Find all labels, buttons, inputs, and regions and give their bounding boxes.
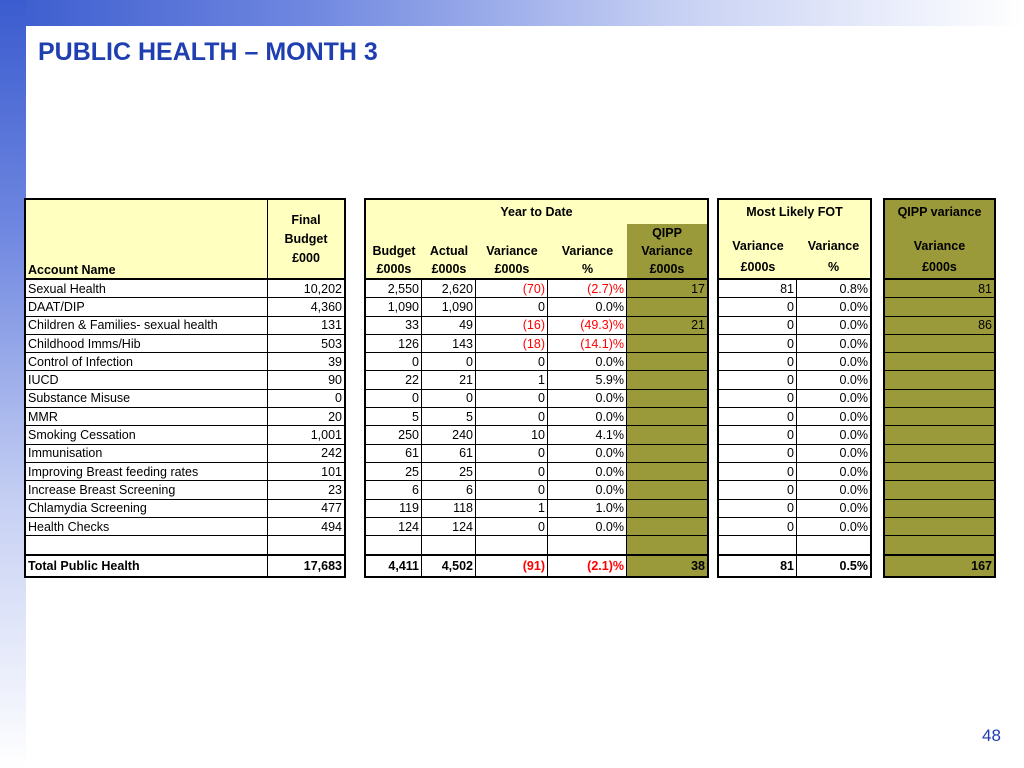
column-gap (709, 517, 717, 535)
account-name-cell: Sexual Health (24, 278, 268, 297)
column-gap (709, 352, 717, 370)
fot-variance-header (717, 224, 797, 278)
final-budget-cell: 503 (268, 334, 346, 352)
header-line: £000s (376, 262, 412, 276)
account-name-cell: Increase Breast Screening (24, 480, 268, 498)
table-row (24, 462, 996, 480)
header-line: Variance (807, 239, 860, 253)
column-gap (346, 316, 364, 334)
qipp-variance-cell: 81 (883, 278, 996, 297)
qipp-variance-cell (883, 297, 996, 315)
ytd-actual-cell: 240 (422, 425, 476, 443)
column-gap (872, 278, 883, 297)
ytd-variance-cell: 0 (476, 389, 548, 407)
final-budget-cell: 131 (268, 316, 346, 334)
table-row (24, 425, 996, 443)
ytd-actual-cell: 118 (422, 499, 476, 517)
ytd-variance-cell: 0 (476, 462, 548, 480)
table-row (24, 480, 996, 498)
column-gap (346, 352, 364, 370)
empty-cell (883, 535, 996, 554)
account-name-cell: Control of Infection (24, 352, 268, 370)
account-name-cell: Childhood Imms/Hib (24, 334, 268, 352)
header-line: % (581, 262, 594, 276)
header-line: Variance (561, 244, 614, 258)
fot-variance-pct-cell: 0.0% (797, 444, 872, 462)
ytd-actual-cell: 6 (422, 480, 476, 498)
fot-variance-cell: 81 (717, 554, 797, 578)
fot-variance-pct-header (797, 224, 872, 278)
ytd-variance-pct-cell: 0.0% (548, 444, 627, 462)
table-row (24, 352, 996, 370)
account-name-cell: Smoking Cessation (24, 425, 268, 443)
column-gap (872, 316, 883, 334)
final-budget-cell: 242 (268, 444, 346, 462)
column-gap (346, 278, 364, 297)
table-row (24, 370, 996, 388)
ytd-variance-pct-header (548, 224, 627, 278)
ytd-qipp-cell (627, 389, 709, 407)
ytd-budget-cell: 5 (364, 407, 422, 425)
table-row (24, 334, 996, 352)
ytd-variance-cell: 0 (476, 352, 548, 370)
final-budget-cell: 477 (268, 499, 346, 517)
column-gap (709, 480, 717, 498)
final-budget-cell: 10,202 (268, 278, 346, 297)
column-gap (872, 407, 883, 425)
fot-variance-cell: 0 (717, 480, 797, 498)
header-line: £000s (740, 260, 776, 274)
qipp-variance-cell (883, 407, 996, 425)
empty-cell (268, 535, 346, 554)
column-gap (709, 499, 717, 517)
empty-cell (797, 535, 872, 554)
fot-variance-pct-cell: 0.0% (797, 334, 872, 352)
column-gap (709, 425, 717, 443)
ytd-qipp-cell (627, 407, 709, 425)
empty-cell (24, 535, 268, 554)
header-line: % (827, 260, 840, 274)
fot-variance-pct-cell: 0.0% (797, 370, 872, 388)
fot-variance-pct-cell: 0.8% (797, 278, 872, 297)
account-name-cell: Total Public Health (24, 554, 268, 578)
column-gap (709, 444, 717, 462)
header-line: £000s (649, 262, 685, 276)
ytd-qipp-cell: 21 (627, 316, 709, 334)
ytd-budget-cell: 6 (364, 480, 422, 498)
qipp-group-header: QIPP variance (883, 198, 996, 224)
ytd-actual-cell: 2,620 (422, 278, 476, 297)
final-budget-cell: 23 (268, 480, 346, 498)
ytd-actual-cell: 5 (422, 407, 476, 425)
table-row (24, 444, 996, 462)
ytd-actual-cell: 1,090 (422, 297, 476, 315)
final-budget-cell: 90 (268, 370, 346, 388)
table-row (24, 389, 996, 407)
column-gap (709, 389, 717, 407)
total-row (24, 554, 996, 578)
fot-variance-cell: 0 (717, 316, 797, 334)
column-gap (346, 370, 364, 388)
fot-variance-pct-cell: 0.0% (797, 407, 872, 425)
header-line: Variance (732, 239, 784, 253)
ytd-budget-cell: 250 (364, 425, 422, 443)
ytd-actual-cell: 61 (422, 444, 476, 462)
final-budget-cell: 4,360 (268, 297, 346, 315)
ytd-actual-cell: 124 (422, 517, 476, 535)
ytd-actual-cell: 0 (422, 352, 476, 370)
fot-variance-cell: 0 (717, 352, 797, 370)
column-gap (872, 480, 883, 498)
fot-variance-cell: 0 (717, 407, 797, 425)
ytd-variance-pct-cell: 4.1% (548, 425, 627, 443)
column-gap (346, 444, 364, 462)
ytd-variance-pct-cell: (2.1)% (548, 554, 627, 578)
qipp-variance-cell (883, 462, 996, 480)
column-gap (872, 499, 883, 517)
column-gap (709, 334, 717, 352)
fot-variance-cell: 81 (717, 278, 797, 297)
column-gap (346, 425, 364, 443)
fot-variance-pct-cell: 0.0% (797, 462, 872, 480)
fot-variance-pct-cell: 0.0% (797, 499, 872, 517)
ytd-qipp-cell (627, 444, 709, 462)
column-gap (709, 316, 717, 334)
ytd-budget-cell: 22 (364, 370, 422, 388)
ytd-variance-pct-cell: 5.9% (548, 370, 627, 388)
header-line: £000s (494, 262, 530, 276)
column-gap (346, 480, 364, 498)
column-gap (346, 554, 364, 578)
account-name-cell: Children & Families- sexual health (24, 316, 268, 334)
ytd-variance-cell: (70) (476, 278, 548, 297)
ytd-variance-cell: 0 (476, 480, 548, 498)
qipp-variance-cell (883, 499, 996, 517)
fot-variance-pct-cell: 0.0% (797, 352, 872, 370)
fot-variance-pct-cell: 0.0% (797, 389, 872, 407)
ytd-variance-pct-cell: 0.0% (548, 352, 627, 370)
column-gap (872, 334, 883, 352)
column-gap (872, 370, 883, 388)
column-gap (709, 462, 717, 480)
ytd-variance-pct-cell: (14.1)% (548, 334, 627, 352)
header-line: Variance (913, 239, 966, 253)
header-row (24, 198, 996, 224)
ytd-budget-cell: 61 (364, 444, 422, 462)
qipp-variance-cell (883, 517, 996, 535)
ytd-variance-pct-cell: 1.0% (548, 499, 627, 517)
empty-cell (364, 535, 422, 554)
ytd-actual-cell: 4,502 (422, 554, 476, 578)
ytd-variance-cell: 10 (476, 425, 548, 443)
qipp-variance-header (883, 224, 996, 278)
ytd-qipp-cell (627, 462, 709, 480)
ytd-qipp-cell (627, 517, 709, 535)
account-name-cell: MMR (24, 407, 268, 425)
empty-cell (627, 535, 709, 554)
ytd-actual-cell: 25 (422, 462, 476, 480)
table-row (24, 316, 996, 334)
header-line: £000s (431, 262, 467, 276)
fot-variance-cell: 0 (717, 462, 797, 480)
ytd-variance-pct-cell: (49.3)% (548, 316, 627, 334)
account-name-cell: Health Checks (24, 517, 268, 535)
header-line: Variance (486, 244, 538, 258)
ytd-qipp-cell (627, 352, 709, 370)
ytd-qipp-cell (627, 370, 709, 388)
column-gap (872, 389, 883, 407)
column-gap (872, 554, 883, 578)
final-budget-cell: 17,683 (268, 554, 346, 578)
final-budget-cell: 101 (268, 462, 346, 480)
qipp-variance-cell (883, 480, 996, 498)
ytd-variance-cell: 0 (476, 297, 548, 315)
fot-variance-cell: 0 (717, 444, 797, 462)
final-budget-header: Final Budget £000 (268, 198, 346, 278)
page-number: 48 (982, 726, 1001, 745)
ytd-budget-cell: 0 (364, 352, 422, 370)
ytd-budget-cell: 119 (364, 499, 422, 517)
table-row (24, 297, 996, 315)
fot-variance-pct-cell: 0.0% (797, 480, 872, 498)
column-gap (872, 198, 883, 278)
column-gap (709, 535, 717, 554)
qipp-variance-cell (883, 334, 996, 352)
fot-variance-pct-cell: 0.0% (797, 297, 872, 315)
page-title: PUBLIC HEALTH – MONTH 3 (38, 38, 378, 66)
ytd-actual-header (422, 224, 476, 278)
final-budget-cell: 20 (268, 407, 346, 425)
ytd-budget-cell: 0 (364, 389, 422, 407)
final-budget-cell: 494 (268, 517, 346, 535)
ytd-variance-pct-cell: 0.0% (548, 389, 627, 407)
ytd-variance-pct-cell: 0.0% (548, 297, 627, 315)
column-gap (872, 352, 883, 370)
header-line: QIPP (652, 226, 682, 240)
ytd-budget-cell: 1,090 (364, 297, 422, 315)
column-gap (346, 334, 364, 352)
ytd-variance-pct-cell: 0.0% (548, 517, 627, 535)
qipp-variance-cell (883, 425, 996, 443)
account-name-cell: DAAT/DIP (24, 297, 268, 315)
ytd-budget-cell: 124 (364, 517, 422, 535)
final-budget-cell: 39 (268, 352, 346, 370)
column-gap (346, 462, 364, 480)
ytd-variance-cell: 0 (476, 407, 548, 425)
account-name-cell: Chlamydia Screening (24, 499, 268, 517)
ytd-qipp-cell: 17 (627, 278, 709, 297)
account-name-cell: Substance Misuse (24, 389, 268, 407)
column-gap (346, 499, 364, 517)
column-gap (709, 554, 717, 578)
fot-group-header: Most Likely FOT (717, 198, 872, 224)
fot-variance-cell: 0 (717, 297, 797, 315)
qipp-variance-cell: 167 (883, 554, 996, 578)
ytd-variance-header (476, 224, 548, 278)
header-line: £000s (922, 260, 957, 274)
ytd-variance-cell: (91) (476, 554, 548, 578)
ytd-budget-cell: 33 (364, 316, 422, 334)
ytd-qipp-cell (627, 297, 709, 315)
fot-variance-pct-cell: 0.0% (797, 316, 872, 334)
ytd-variance-cell: 1 (476, 370, 548, 388)
ytd-actual-cell: 21 (422, 370, 476, 388)
table-row (24, 407, 996, 425)
fot-variance-pct-cell: 0.0% (797, 425, 872, 443)
ytd-budget-cell: 25 (364, 462, 422, 480)
fot-variance-cell: 0 (717, 499, 797, 517)
empty-cell (422, 535, 476, 554)
ytd-actual-cell: 0 (422, 389, 476, 407)
blank-row (24, 535, 996, 554)
qipp-variance-cell: 86 (883, 316, 996, 334)
qipp-variance-cell (883, 370, 996, 388)
account-name-header: Account Name (24, 198, 268, 278)
account-name-cell: Improving Breast feeding rates (24, 462, 268, 480)
empty-cell (476, 535, 548, 554)
fot-variance-cell: 0 (717, 517, 797, 535)
ytd-variance-cell: (16) (476, 316, 548, 334)
ytd-variance-pct-cell: (2.7)% (548, 278, 627, 297)
ytd-qipp-cell: 38 (627, 554, 709, 578)
column-gap (872, 535, 883, 554)
empty-cell (717, 535, 797, 554)
header-line: Variance (641, 244, 693, 258)
ytd-variance-pct-cell: 0.0% (548, 480, 627, 498)
final-budget-cell: 0 (268, 389, 346, 407)
column-gap (346, 297, 364, 315)
ytd-qipp-cell (627, 499, 709, 517)
account-name-cell: Immunisation (24, 444, 268, 462)
qipp-variance-cell (883, 444, 996, 462)
column-gap (346, 517, 364, 535)
ytd-group-header: Year to Date (364, 198, 709, 224)
ytd-budget-cell: 4,411 (364, 554, 422, 578)
column-gap (709, 370, 717, 388)
qipp-variance-cell (883, 352, 996, 370)
column-gap (872, 444, 883, 462)
fot-variance-cell: 0 (717, 334, 797, 352)
column-gap (709, 198, 717, 278)
public-health-table (24, 198, 996, 578)
ytd-variance-cell: 1 (476, 499, 548, 517)
ytd-variance-pct-cell: 0.0% (548, 462, 627, 480)
fot-variance-cell: 0 (717, 370, 797, 388)
header-line: Actual (429, 244, 469, 258)
ytd-budget-header (364, 224, 422, 278)
ytd-actual-cell: 49 (422, 316, 476, 334)
ytd-budget-cell: 2,550 (364, 278, 422, 297)
ytd-actual-cell: 143 (422, 334, 476, 352)
column-gap (346, 389, 364, 407)
ytd-variance-pct-cell: 0.0% (548, 407, 627, 425)
column-gap (709, 297, 717, 315)
column-gap (872, 425, 883, 443)
fot-variance-pct-cell: 0.5% (797, 554, 872, 578)
table-row (24, 278, 996, 297)
account-name-cell: IUCD (24, 370, 268, 388)
ytd-variance-cell: 0 (476, 444, 548, 462)
column-gap (709, 278, 717, 297)
table-row (24, 517, 996, 535)
column-gap (872, 517, 883, 535)
fot-variance-pct-cell: 0.0% (797, 517, 872, 535)
column-gap (872, 462, 883, 480)
empty-cell (548, 535, 627, 554)
final-budget-cell: 1,001 (268, 425, 346, 443)
column-gap (346, 198, 364, 278)
ytd-budget-cell: 126 (364, 334, 422, 352)
ytd-qipp-cell (627, 480, 709, 498)
top-gradient-band (0, 0, 1024, 26)
column-gap (346, 535, 364, 554)
left-gradient-band (0, 0, 26, 768)
ytd-variance-cell: (18) (476, 334, 548, 352)
qipp-variance-cell (883, 389, 996, 407)
ytd-qipp-cell (627, 334, 709, 352)
column-gap (872, 297, 883, 315)
column-gap (709, 407, 717, 425)
column-gap (346, 407, 364, 425)
ytd-qipp-cell (627, 425, 709, 443)
fot-variance-cell: 0 (717, 425, 797, 443)
table-row (24, 499, 996, 517)
ytd-variance-cell: 0 (476, 517, 548, 535)
fot-variance-cell: 0 (717, 389, 797, 407)
header-line: Budget (372, 244, 416, 258)
ytd-qipp-header (627, 224, 709, 278)
